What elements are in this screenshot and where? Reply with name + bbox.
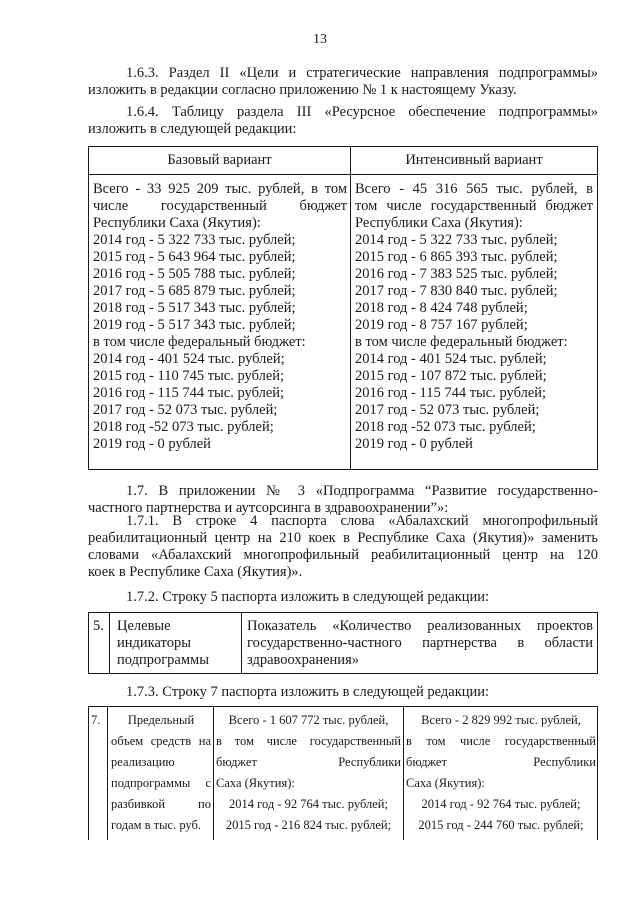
cell-line: 2015 год - 216 824 тыс. рублей; bbox=[225, 818, 392, 832]
cell-line: реализацию bbox=[111, 755, 175, 769]
paragraph-1-6-4 bbox=[88, 104, 598, 138]
cell-line: Всего - 1 607 772 тыс. рублей, bbox=[228, 713, 389, 727]
paragraph-line: 1.6.3. Раздел II «Цели и стратегические направления подпрограммы» bbox=[126, 65, 598, 81]
cell-line: государственно-частного партнерства в области bbox=[247, 635, 593, 651]
cell-line: в том числе государственный bbox=[216, 734, 401, 748]
table-divider bbox=[213, 707, 214, 840]
cell-line: 2016 год - 5 505 788 тыс. рублей; bbox=[93, 266, 296, 282]
cell-line: в том числе федеральный бюджет: bbox=[355, 334, 568, 350]
cell-line: Саха (Якутия): bbox=[406, 776, 485, 790]
cell-line: 2017 год - 52 073 тыс. рублей; bbox=[93, 402, 278, 418]
cell-line: Всего - 2 829 992 тыс. рублей, bbox=[421, 713, 581, 727]
row-number: 7. bbox=[91, 713, 101, 727]
cell-line: подпрограммы bbox=[117, 652, 209, 668]
resource-table bbox=[88, 146, 598, 470]
paragraph-line: 1.7. В приложении № 3 «Подпрограмма “Развитие государственно- bbox=[126, 483, 598, 499]
cell-line: Показатель «Количество реализованных проектов bbox=[247, 618, 593, 634]
cell-line: Целевые bbox=[117, 618, 171, 634]
table-divider bbox=[107, 707, 108, 840]
paragraph-line: 1.6.4. Таблицу раздела III «Ресурсное обеспечение подпрограммы» bbox=[126, 104, 598, 120]
cell-line: Республики Саха (Якутия): bbox=[355, 215, 523, 231]
paragraph-line: коек в Республике Саха (Якутия)». bbox=[88, 564, 303, 580]
cell-line: Республики Саха (Якутия): bbox=[93, 215, 261, 231]
row-name-cell bbox=[111, 710, 211, 836]
table-divider bbox=[109, 613, 110, 673]
cell-line: том числе государственный бюджет bbox=[355, 198, 593, 214]
cell-line: 2014 год - 401 524 тыс. рублей; bbox=[93, 351, 285, 367]
cell-line: бюджет Республики bbox=[406, 755, 596, 769]
cell-line: 2014 год - 5 322 733 тыс. рублей; bbox=[355, 232, 558, 248]
cell-line: 2017 год - 7 830 840 тыс. рублей; bbox=[355, 283, 558, 299]
row-5-table bbox=[88, 612, 598, 674]
cell-line: 2014 год - 92 764 тыс. рублей; bbox=[421, 797, 581, 811]
cell-line: объем средств на bbox=[111, 734, 211, 748]
cell-line: 2016 год - 115 744 тыс. рублей; bbox=[355, 385, 547, 401]
table-divider bbox=[350, 147, 351, 469]
cell-line: в том числе федеральный бюджет: bbox=[93, 334, 306, 350]
base-variant-cell bbox=[216, 710, 401, 836]
cell-line: Всего - 33 925 209 тыс. рублей, в том bbox=[93, 181, 347, 197]
header-base-variant: Базовый вариант bbox=[167, 152, 272, 168]
header-intensive-variant: Интенсивный вариант bbox=[405, 152, 543, 168]
cell-line: 2016 год - 7 383 525 тыс. рублей; bbox=[355, 266, 558, 282]
cell-line: 2017 год - 5 685 879 тыс. рублей; bbox=[93, 283, 296, 299]
paragraph-line: изложить в редакции согласно приложению № 1 к настоящему Указу. bbox=[88, 82, 517, 98]
cell-line: 2015 год - 110 745 тыс. рублей; bbox=[93, 368, 285, 384]
intensive-variant-cell bbox=[355, 181, 593, 453]
page-number: 13 bbox=[313, 32, 327, 47]
paragraph-1-7 bbox=[88, 483, 598, 517]
paragraph-line: реабилитационный центр на 210 коек в Республике Саха (Якутия)» заменить bbox=[88, 530, 598, 546]
paragraph-line: словами «Абалахский многопрофильный реабилитационный центр на 120 bbox=[88, 547, 598, 563]
cell-line: 2014 год - 92 764 тыс. рублей; bbox=[229, 797, 388, 811]
cell-line: 2017 год - 52 073 тыс. рублей; bbox=[355, 402, 540, 418]
row-7-table bbox=[88, 706, 598, 840]
table-divider bbox=[403, 707, 404, 840]
cell-line: 2019 год - 5 517 343 тыс. рублей; bbox=[93, 317, 296, 333]
cell-line: Всего - 45 316 565 тыс. рублей, в bbox=[355, 181, 593, 197]
cell-line: Предельный bbox=[127, 713, 195, 727]
cell-line: в том числе государственный bbox=[406, 734, 596, 748]
paragraph-1-7-2 bbox=[88, 589, 598, 606]
base-variant-cell bbox=[93, 181, 347, 453]
cell-line: 2018 год -52 073 тыс. рублей; bbox=[93, 419, 274, 435]
table-divider bbox=[241, 613, 242, 673]
cell-line: подпрограммы с bbox=[111, 776, 211, 790]
paragraph-line: 1.7.2. Строку 5 паспорта изложить в следующей редакции: bbox=[126, 589, 490, 605]
cell-line: индикаторы bbox=[117, 635, 191, 651]
cell-line: 2015 год - 107 872 тыс. рублей; bbox=[355, 368, 547, 384]
cell-line: 2018 год - 8 424 748 рублей; bbox=[355, 300, 528, 316]
cell-line: бюджет Республики bbox=[216, 755, 401, 769]
cell-line: разбивкой по bbox=[111, 797, 211, 811]
cell-line: 2015 год - 244 760 тыс. рублей; bbox=[418, 818, 584, 832]
cell-line: 2019 год - 0 рублей bbox=[93, 436, 211, 452]
row-name-cell bbox=[117, 618, 237, 669]
cell-line: здравоохранения» bbox=[247, 652, 359, 668]
row-number: 5. bbox=[93, 618, 104, 634]
cell-line: Саха (Якутия): bbox=[216, 776, 295, 790]
cell-line: 2018 год - 5 517 343 тыс. рублей; bbox=[93, 300, 296, 316]
cell-line: 2014 год - 401 524 тыс. рублей; bbox=[355, 351, 547, 367]
cell-line: 2019 год - 0 рублей bbox=[355, 436, 473, 452]
paragraph-line: 1.7.3. Строку 7 паспорта изложить в следующей редакции: bbox=[126, 684, 490, 700]
cell-line: 2018 год -52 073 тыс. рублей; bbox=[355, 419, 536, 435]
paragraph-1-7-1 bbox=[88, 513, 598, 581]
paragraph-1-6-3 bbox=[88, 65, 598, 99]
row-value-cell bbox=[247, 618, 593, 669]
paragraph-line: частного партнерства и аутсорсинга в здравоохранении”»: bbox=[88, 500, 449, 516]
cell-line: 2019 год - 8 757 167 рублей; bbox=[355, 317, 528, 333]
paragraph-line: изложить в следующей редакции: bbox=[88, 121, 297, 137]
cell-line: 2015 год - 6 865 393 тыс. рублей; bbox=[355, 249, 558, 265]
cell-line: 2015 год - 5 643 964 тыс. рублей; bbox=[93, 249, 296, 265]
table-divider bbox=[89, 174, 597, 175]
cell-line: 2014 год - 5 322 733 тыс. рублей; bbox=[93, 232, 296, 248]
paragraph-line: 1.7.1. В строке 4 паспорта слова «Абалахский многопрофильный bbox=[126, 513, 598, 529]
cell-line: годам в тыс. руб. bbox=[111, 818, 201, 832]
paragraph-1-7-3 bbox=[88, 684, 598, 701]
cell-line: 2016 год - 115 744 тыс. рублей; bbox=[93, 385, 285, 401]
intensive-variant-cell bbox=[406, 710, 596, 836]
cell-line: числе государственный бюджет bbox=[93, 198, 347, 214]
